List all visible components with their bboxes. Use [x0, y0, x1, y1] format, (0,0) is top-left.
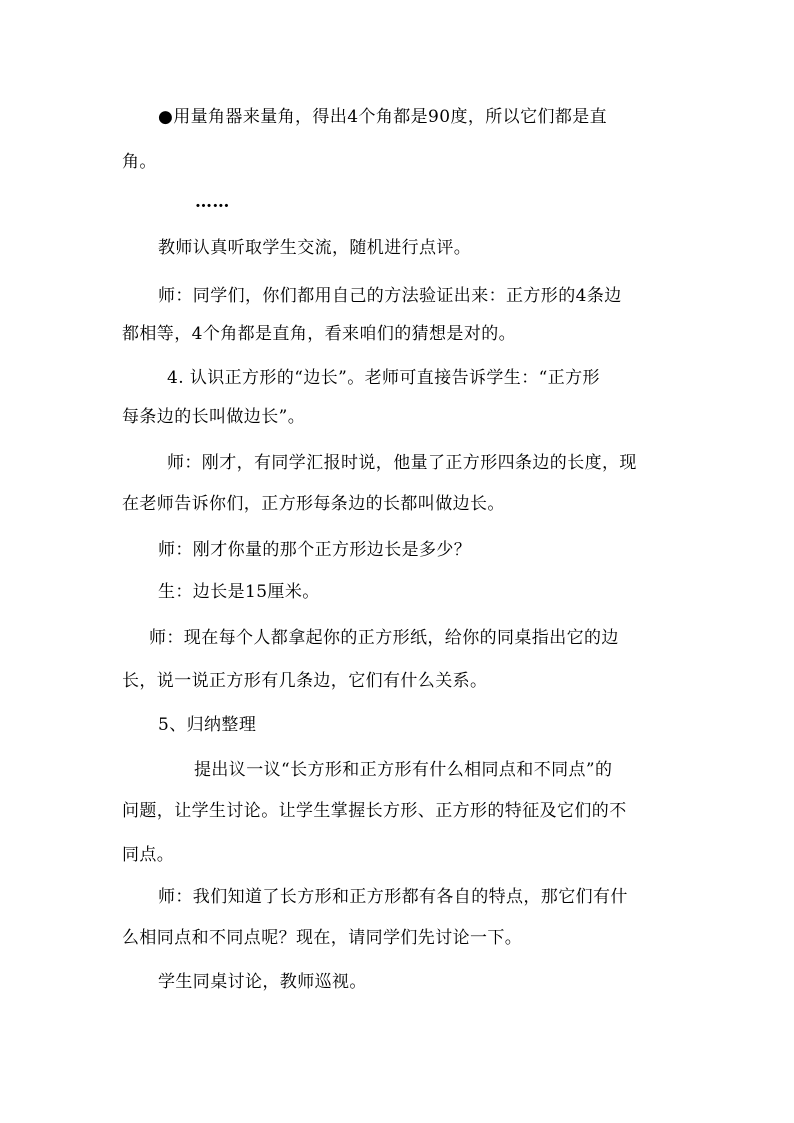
paragraph-4-line-1: 师：同学们，你们都用自己的方法验证出来：正方形的4条边 [158, 286, 622, 306]
paragraph-5-line-1: 4. 认识正方形的“边长”。老师可直接告诉学生：“正方形 [167, 368, 600, 388]
paragraph-11-line-3: 同点。 [122, 845, 175, 865]
paragraph-8-line-1: 生：边长是15厘米。 [158, 582, 320, 602]
paragraph-1-line-1: ●用量角器来量角，得出4个角都是90度，所以它们都是直 [158, 107, 608, 127]
paragraph-12-line-1: 师：我们知道了长方形和正方形都有各自的特点，那它们有什 [158, 887, 628, 907]
paragraph-3-line-1: 教师认真听取学生交流，随机进行点评。 [158, 238, 472, 258]
paragraph-9-line-2: 长，说一说正方形有几条边，它们有什么关系。 [122, 671, 488, 691]
paragraph-9-line-1: 师：现在每个人都拿起你的正方形纸，给你的同桌指出它的边 [149, 628, 619, 648]
paragraph-4-line-2: 都相等，4个角都是直角，看来咱们的猜想是对的。 [122, 324, 517, 344]
paragraph-7-line-1: 师：刚才你量的那个正方形边长是多少？ [158, 540, 472, 560]
paragraph-13-line-1: 学生同桌讨论，教师巡视。 [158, 972, 367, 992]
paragraph-1-line-2: 角。 [122, 152, 157, 172]
section-heading: 5、归纳整理 [158, 715, 257, 735]
paragraph-12-line-2: 么相同点和不同点呢？现在，请同学们先讨论一下。 [122, 928, 523, 948]
paragraph-11-line-1: 提出议一议“长方形和正方形有什么相同点和不同点”的 [194, 760, 613, 780]
paragraph-5-line-2: 每条边的长叫做边长”。 [122, 407, 306, 427]
paragraph-11-line-2: 问题，让学生讨论。让学生掌握长方形、正方形的特征及它们的不 [122, 801, 627, 821]
paragraph-6-line-1: 师：刚才，有同学汇报时说，他量了正方形四条边的长度，现 [167, 453, 637, 473]
paragraph-6-line-2: 在老师告诉你们，正方形每条边的长都叫做边长。 [122, 494, 505, 514]
ellipsis-line: …… [195, 192, 230, 212]
